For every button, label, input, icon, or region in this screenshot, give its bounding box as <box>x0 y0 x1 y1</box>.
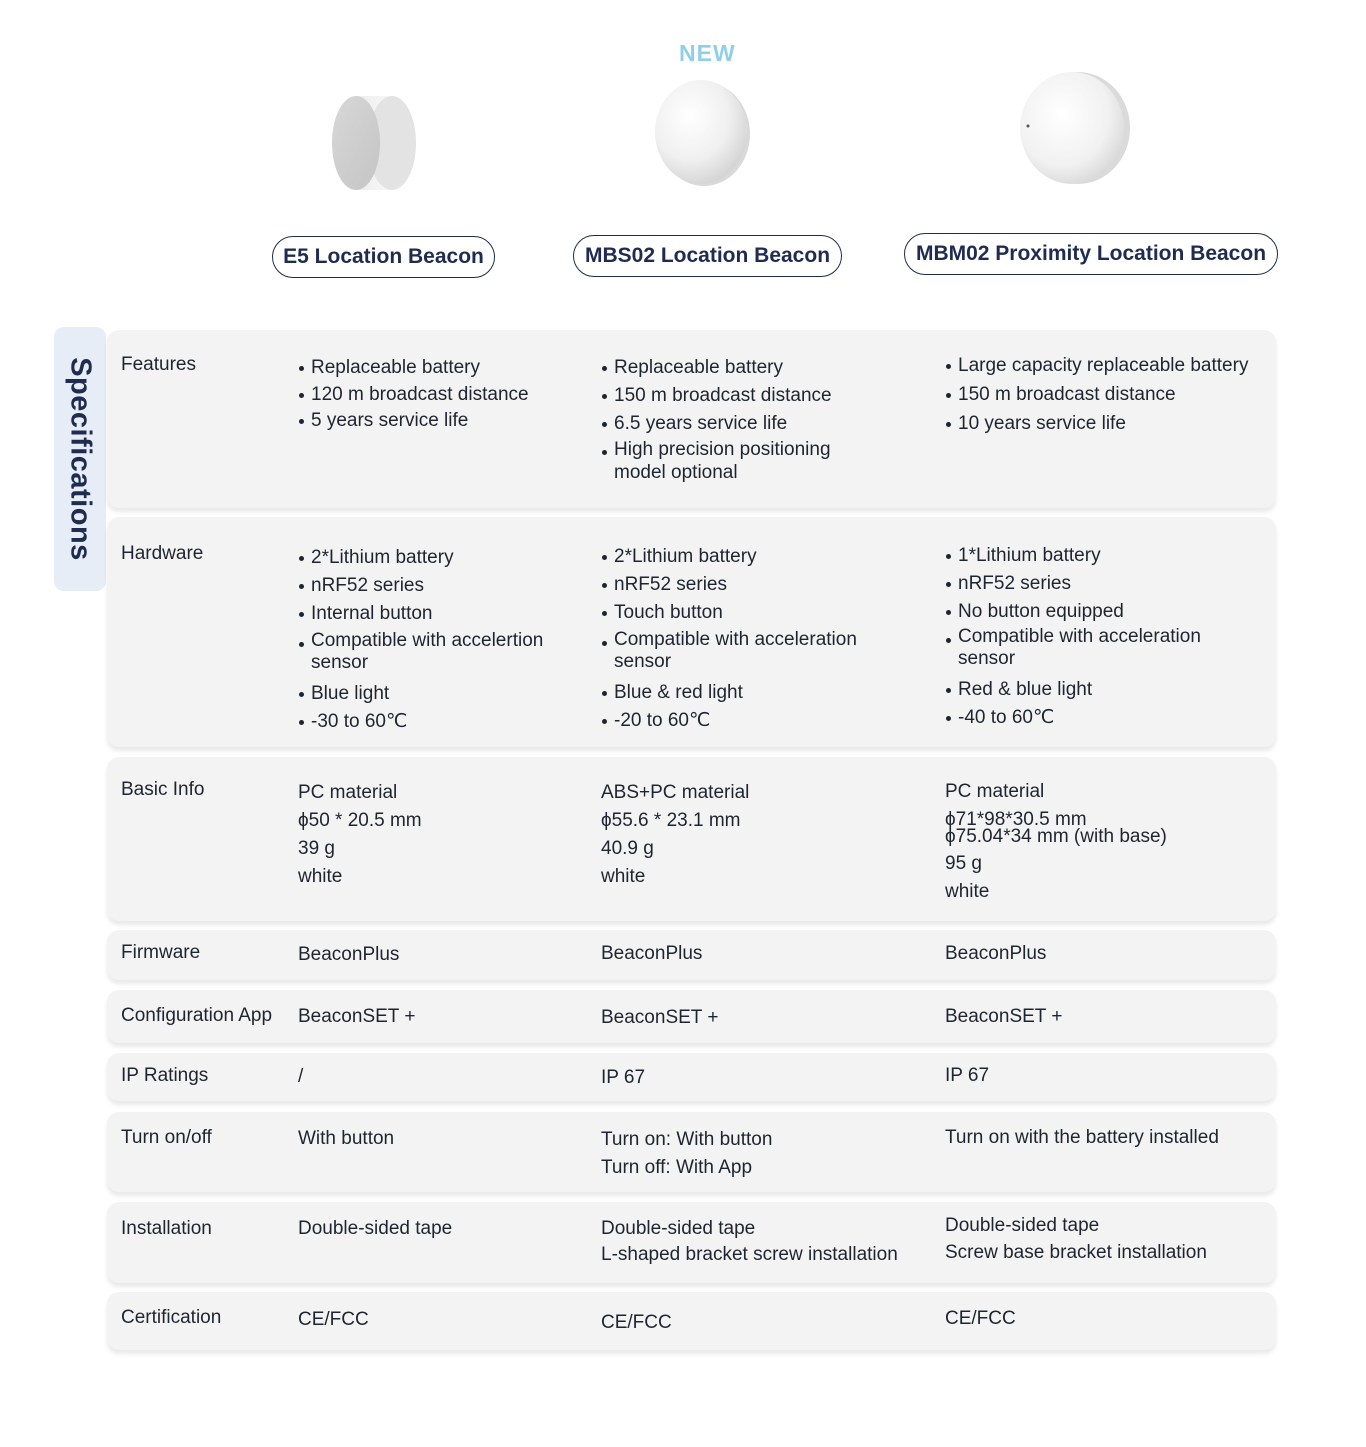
list-item: 150 m broadcast distance <box>945 381 1248 409</box>
turn-on-off-text: Turn on with the battery installed <box>945 1127 1219 1148</box>
material: PC material <box>945 781 1045 802</box>
list-item: Blue & red light <box>601 679 899 707</box>
weight: 39 g <box>298 838 335 859</box>
list-item <box>298 630 576 680</box>
list-item-text: High precision positioning model optional <box>614 439 831 483</box>
specifications-tab <box>54 327 106 591</box>
list-item: Blue light <box>298 680 576 708</box>
row-label: Features <box>121 354 196 375</box>
product-name-e5: E5 Location Beacon <box>272 236 495 278</box>
list-item: nRF52 series <box>945 570 1243 598</box>
row-label: Turn on/off <box>121 1127 212 1148</box>
basic-info-mbs02 <box>601 779 749 891</box>
hardware-mbs02 <box>601 543 899 735</box>
dimensions: ϕ55.6 * 23.1 mm <box>601 810 741 831</box>
list-item: 2*Lithium battery <box>601 543 899 571</box>
row-configuration-app <box>107 990 1276 1043</box>
list-item: Large capacity replaceable battery <box>945 352 1248 380</box>
product-name-mbs02: MBS02 Location Beacon <box>573 235 842 277</box>
row-basic-info <box>107 757 1276 921</box>
color: white <box>945 881 990 902</box>
product-name-mbm02: MBM02 Proximity Location Beacon <box>904 233 1278 275</box>
list-item <box>601 438 869 490</box>
certification-mbm02: CE/FCC <box>945 1308 1016 1329</box>
list-item: 5 years service life <box>298 407 529 435</box>
list-item: 1*Lithium battery <box>945 542 1243 570</box>
list-item: Replaceable battery <box>298 354 529 382</box>
list-item <box>601 629 899 679</box>
firmware-mbm02: BeaconPlus <box>945 943 1047 964</box>
row-hardware <box>107 517 1276 747</box>
list-item: Touch button <box>601 599 899 627</box>
hardware-e5 <box>298 544 576 736</box>
weight: 40.9 g <box>601 838 654 859</box>
turn-on-text: Turn on: With button <box>601 1129 773 1150</box>
list-item: 6.5 years service life <box>601 410 869 438</box>
firmware-e5: BeaconPlus <box>298 944 400 965</box>
row-label: IP Ratings <box>121 1065 209 1086</box>
list-item: nRF52 series <box>298 572 576 600</box>
installation-mbm02 <box>945 1212 1207 1266</box>
firmware-mbs02: BeaconPlus <box>601 943 703 964</box>
basic-info-mbm02 <box>945 778 1167 906</box>
row-firmware <box>107 930 1276 980</box>
features-mbs02 <box>601 354 869 490</box>
row-ip-ratings <box>107 1053 1276 1101</box>
row-label: Installation <box>121 1218 212 1239</box>
installation-text: L-shaped bracket screw installation <box>601 1244 898 1265</box>
list-item: 10 years service life <box>945 410 1248 438</box>
hardware-mbm02 <box>945 542 1243 732</box>
installation-mbs02 <box>601 1216 898 1268</box>
installation-text: Double-sided tape <box>601 1218 756 1239</box>
list-item: Internal button <box>298 600 576 628</box>
row-installation <box>107 1202 1276 1283</box>
mbs02-beacon-image <box>650 76 754 190</box>
features-mbm02 <box>945 352 1248 438</box>
list-item: Replaceable battery <box>601 354 869 382</box>
list-item: -20 to 60℃ <box>601 707 899 735</box>
specifications-label: Specifications <box>64 357 97 561</box>
installation-text: Double-sided tape <box>945 1215 1100 1236</box>
row-label: Hardware <box>121 543 204 564</box>
turn-on-off-text: With button <box>298 1128 395 1149</box>
ip-rating-mbs02: IP 67 <box>601 1067 646 1088</box>
list-item: -30 to 60℃ <box>298 708 576 736</box>
color: white <box>298 866 343 887</box>
config-app-e5: BeaconSET + <box>298 1006 416 1027</box>
row-turn-on-off <box>107 1112 1276 1192</box>
color: white <box>601 866 646 887</box>
list-item-text: Compatible with accelertion sensor <box>311 630 544 673</box>
list-item-text: Compatible with acceleration sensor <box>614 629 857 672</box>
dimensions: ϕ71*98*30.5 mm <box>945 809 1087 830</box>
weight: 95 g <box>945 853 982 874</box>
row-label: Certification <box>121 1307 222 1328</box>
turn-on-off-mbm02 <box>945 1124 1219 1152</box>
new-badge: NEW <box>679 40 736 66</box>
row-features <box>107 330 1276 508</box>
installation-e5 <box>298 1215 452 1243</box>
turn-on-off-mbs02 <box>601 1126 772 1182</box>
installation-text: Double-sided tape <box>298 1218 453 1239</box>
list-item: 150 m broadcast distance <box>601 382 869 410</box>
config-app-mbm02: BeaconSET + <box>945 1006 1063 1027</box>
list-item <box>945 626 1243 676</box>
dimensions: ϕ50 * 20.5 mm <box>298 810 422 831</box>
list-item: 120 m broadcast distance <box>298 381 529 409</box>
basic-info-e5 <box>298 779 422 891</box>
turn-on-off-e5 <box>298 1125 394 1153</box>
features-e5 <box>298 354 529 435</box>
list-item: No button equipped <box>945 598 1243 626</box>
certification-e5: CE/FCC <box>298 1309 369 1330</box>
e5-beacon-image <box>330 92 422 196</box>
material: PC material <box>298 782 398 803</box>
list-item: -40 to 60℃ <box>945 704 1243 732</box>
certification-mbs02: CE/FCC <box>601 1312 672 1333</box>
list-item-text: Compatible with acceleration sensor <box>958 626 1201 669</box>
config-app-mbs02: BeaconSET + <box>601 1007 719 1028</box>
list-item: nRF52 series <box>601 571 899 599</box>
list-item: 2*Lithium battery <box>298 544 576 572</box>
ip-rating-e5: / <box>298 1066 304 1087</box>
list-item: Red & blue light <box>945 676 1243 704</box>
installation-text: Screw base bracket installation <box>945 1242 1207 1263</box>
row-label: Configuration App <box>121 1005 273 1026</box>
ip-rating-mbm02: IP 67 <box>945 1065 990 1086</box>
row-certification <box>107 1292 1276 1350</box>
dimensions-with-base: ϕ75.04*34 mm (with base) <box>945 826 1167 847</box>
turn-off-text: Turn off: With App <box>601 1157 753 1178</box>
material: ABS+PC material <box>601 782 750 803</box>
row-label: Firmware <box>121 942 201 963</box>
row-label: Basic Info <box>121 779 205 800</box>
mbm02-beacon-image <box>1012 66 1136 190</box>
